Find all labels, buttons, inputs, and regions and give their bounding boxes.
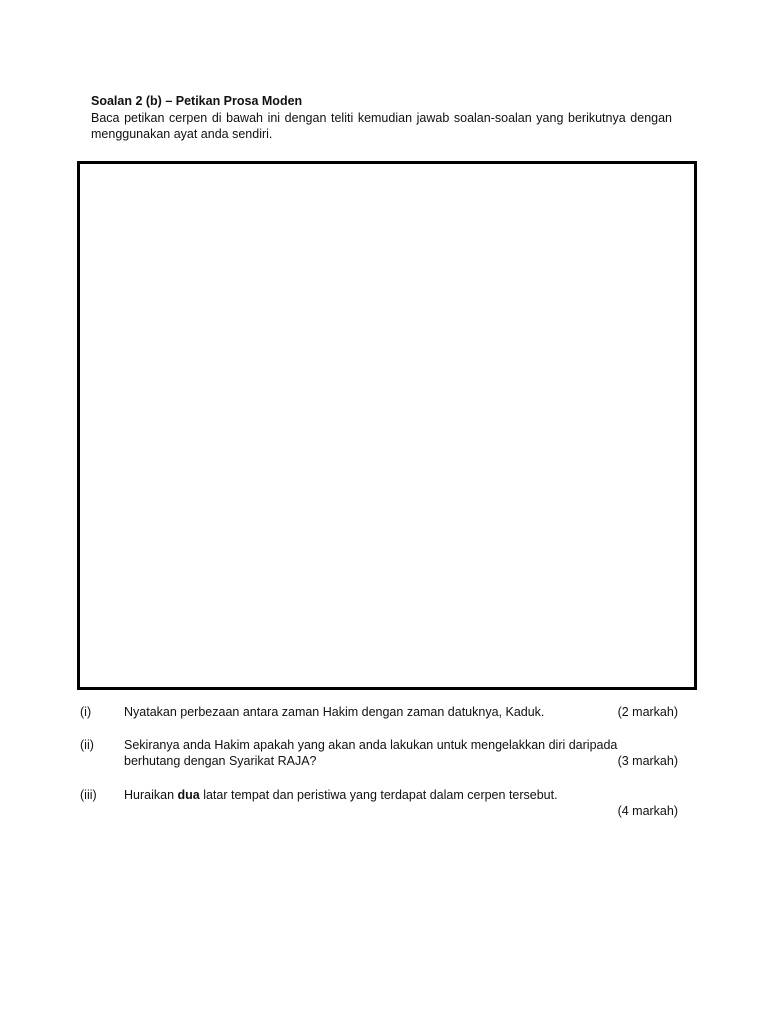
question-1-marks: (2 markah) [617, 705, 678, 719]
instructions-text: Baca petikan cerpen di bawah ini dengan teliti kemudian jawab soalan-soalan yang berikutnya dengan menggunakan ayat anda sendiri. [91, 111, 672, 141]
question-2-body [124, 737, 678, 769]
question-3-number: (iii) [80, 788, 97, 802]
question-3-text-bold: dua [177, 788, 200, 802]
question-2-text-line1: Sekiranya anda Hakim apakah yang akan anda lakukan untuk mengelakkan diri daripada [124, 738, 618, 752]
question-2 [80, 737, 678, 771]
question-2-text-line2: berhutang dengan Syarikat RAJA? [124, 754, 317, 768]
question-1 [80, 704, 678, 722]
question-1-text: Nyatakan perbezaan antara zaman Hakim dengan zaman datuknya, Kaduk. [124, 705, 545, 719]
question-3 [80, 787, 678, 821]
section-heading: Soalan 2 (b) – Petikan Prosa Moden [91, 94, 303, 108]
question-3-text [124, 787, 678, 803]
question-2-number: (ii) [80, 738, 94, 752]
passage-box [77, 161, 697, 690]
question-3-marks: (4 markah) [617, 804, 678, 818]
question-1-body [124, 704, 678, 720]
question-1-number: (i) [80, 705, 92, 719]
question-2-marks: (3 markah) [617, 754, 678, 768]
question-3-text-before: Huraikan [124, 788, 178, 802]
question-3-text-after: latar tempat dan peristiwa yang terdapat dalam cerpen tersebut. [199, 788, 558, 802]
question-3-body [124, 787, 678, 819]
